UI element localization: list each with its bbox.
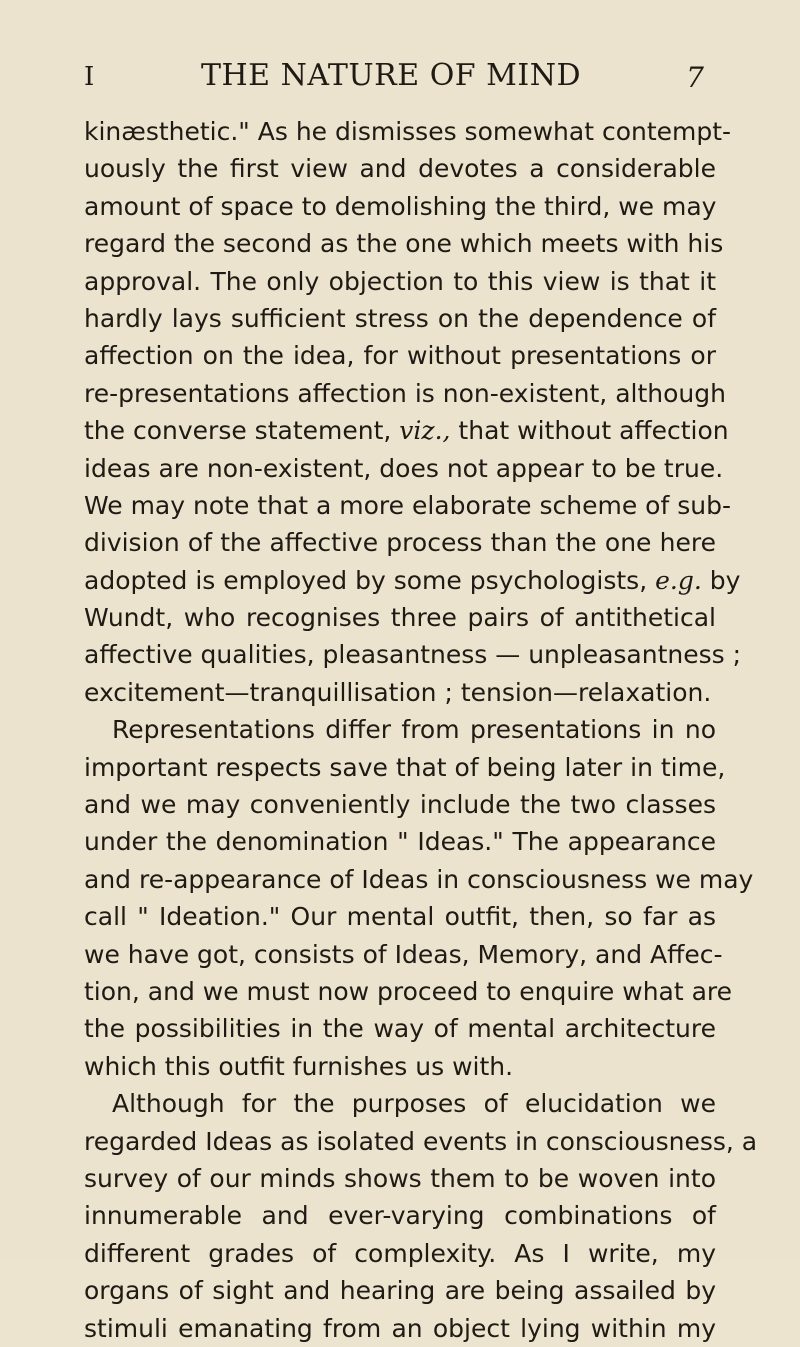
text-line: the possibilities in the way of mental architecture: [84, 1014, 716, 1044]
text-line: hardly lays sufficient stress on the dependence of: [84, 303, 716, 333]
text-line: innumerable and ever-varying combinations of: [84, 1201, 716, 1231]
text-line: survey of our minds shows them to be woven into: [84, 1163, 716, 1193]
running-header: [84, 58, 704, 98]
italic-abbrev-eg: e.g.: [655, 565, 702, 595]
text-line: stimuli emanating from an object lying within my: [84, 1313, 716, 1343]
text-fragment: that without affection: [458, 416, 729, 446]
text-line: regarded Ideas as isolated events in consciousness, a: [84, 1126, 758, 1156]
text-line: and re-appearance of Ideas in consciousness we may: [84, 864, 754, 894]
text-line: amount of space to demolishing the third, we may: [84, 191, 717, 221]
text-line: Wundt, who recognises three pairs of antithetical: [84, 603, 716, 633]
text-line: approval. The only objection to this view is that it: [84, 266, 716, 296]
text-line: under the denomination " Ideas." The appearance: [84, 827, 716, 857]
text-line: [84, 412, 729, 449]
text-line: we have got, consists of Ideas, Memory, and Affec-: [84, 939, 723, 969]
text-line: division of the affective process than the one here: [84, 528, 716, 558]
text-line: which this outfit furnishes us with.: [84, 1051, 514, 1081]
text-line: kinæsthetic." As he dismisses somewhat contempt-: [84, 117, 732, 146]
paragraph-start-line: Representations differ from presentations in no: [112, 715, 716, 745]
text-line: uously the first view and devotes a considerable: [84, 154, 716, 184]
running-title: THE NATURE OF MIND: [201, 58, 582, 93]
text-fragment: adopted is employed by some psychologists,: [84, 565, 648, 595]
body-text: [84, 113, 758, 1347]
chapter-number: I: [84, 62, 95, 92]
text-line: and we may conveniently include the two classes: [84, 790, 716, 820]
text-line: re-presentations affection is non-existent, although: [84, 378, 726, 408]
text-line: [84, 562, 741, 599]
text-fragment: by: [709, 565, 741, 595]
page-number: 7: [686, 61, 704, 94]
paragraph-start-line: Although for the purposes of elucidation we: [112, 1089, 716, 1119]
text-line: excitement—tranquillisation ; tension—relaxation.: [84, 677, 712, 707]
text-line: different grades of complexity. As I write, my: [84, 1238, 716, 1268]
text-line: call " Ideation." Our mental outfit, then, so far as: [84, 902, 716, 932]
text-line: affection on the idea, for without presentations or: [84, 341, 716, 371]
text-fragment: the converse statement,: [84, 416, 392, 446]
text-line: ideas are non-existent, does not appear to be true.: [84, 453, 724, 483]
text-line: organs of sight and hearing are being assailed by: [84, 1276, 716, 1306]
text-line: tion, and we must now proceed to enquire what are: [84, 976, 733, 1006]
text-line: affective qualities, pleasantness — unpleasantness ;: [84, 640, 742, 670]
text-line: regard the second as the one which meets with his: [84, 229, 724, 259]
text-line: important respects save that of being later in time,: [84, 752, 726, 782]
italic-abbrev-viz: viz.,: [399, 416, 451, 446]
text-line: We may note that a more elaborate scheme of sub-: [84, 490, 731, 520]
